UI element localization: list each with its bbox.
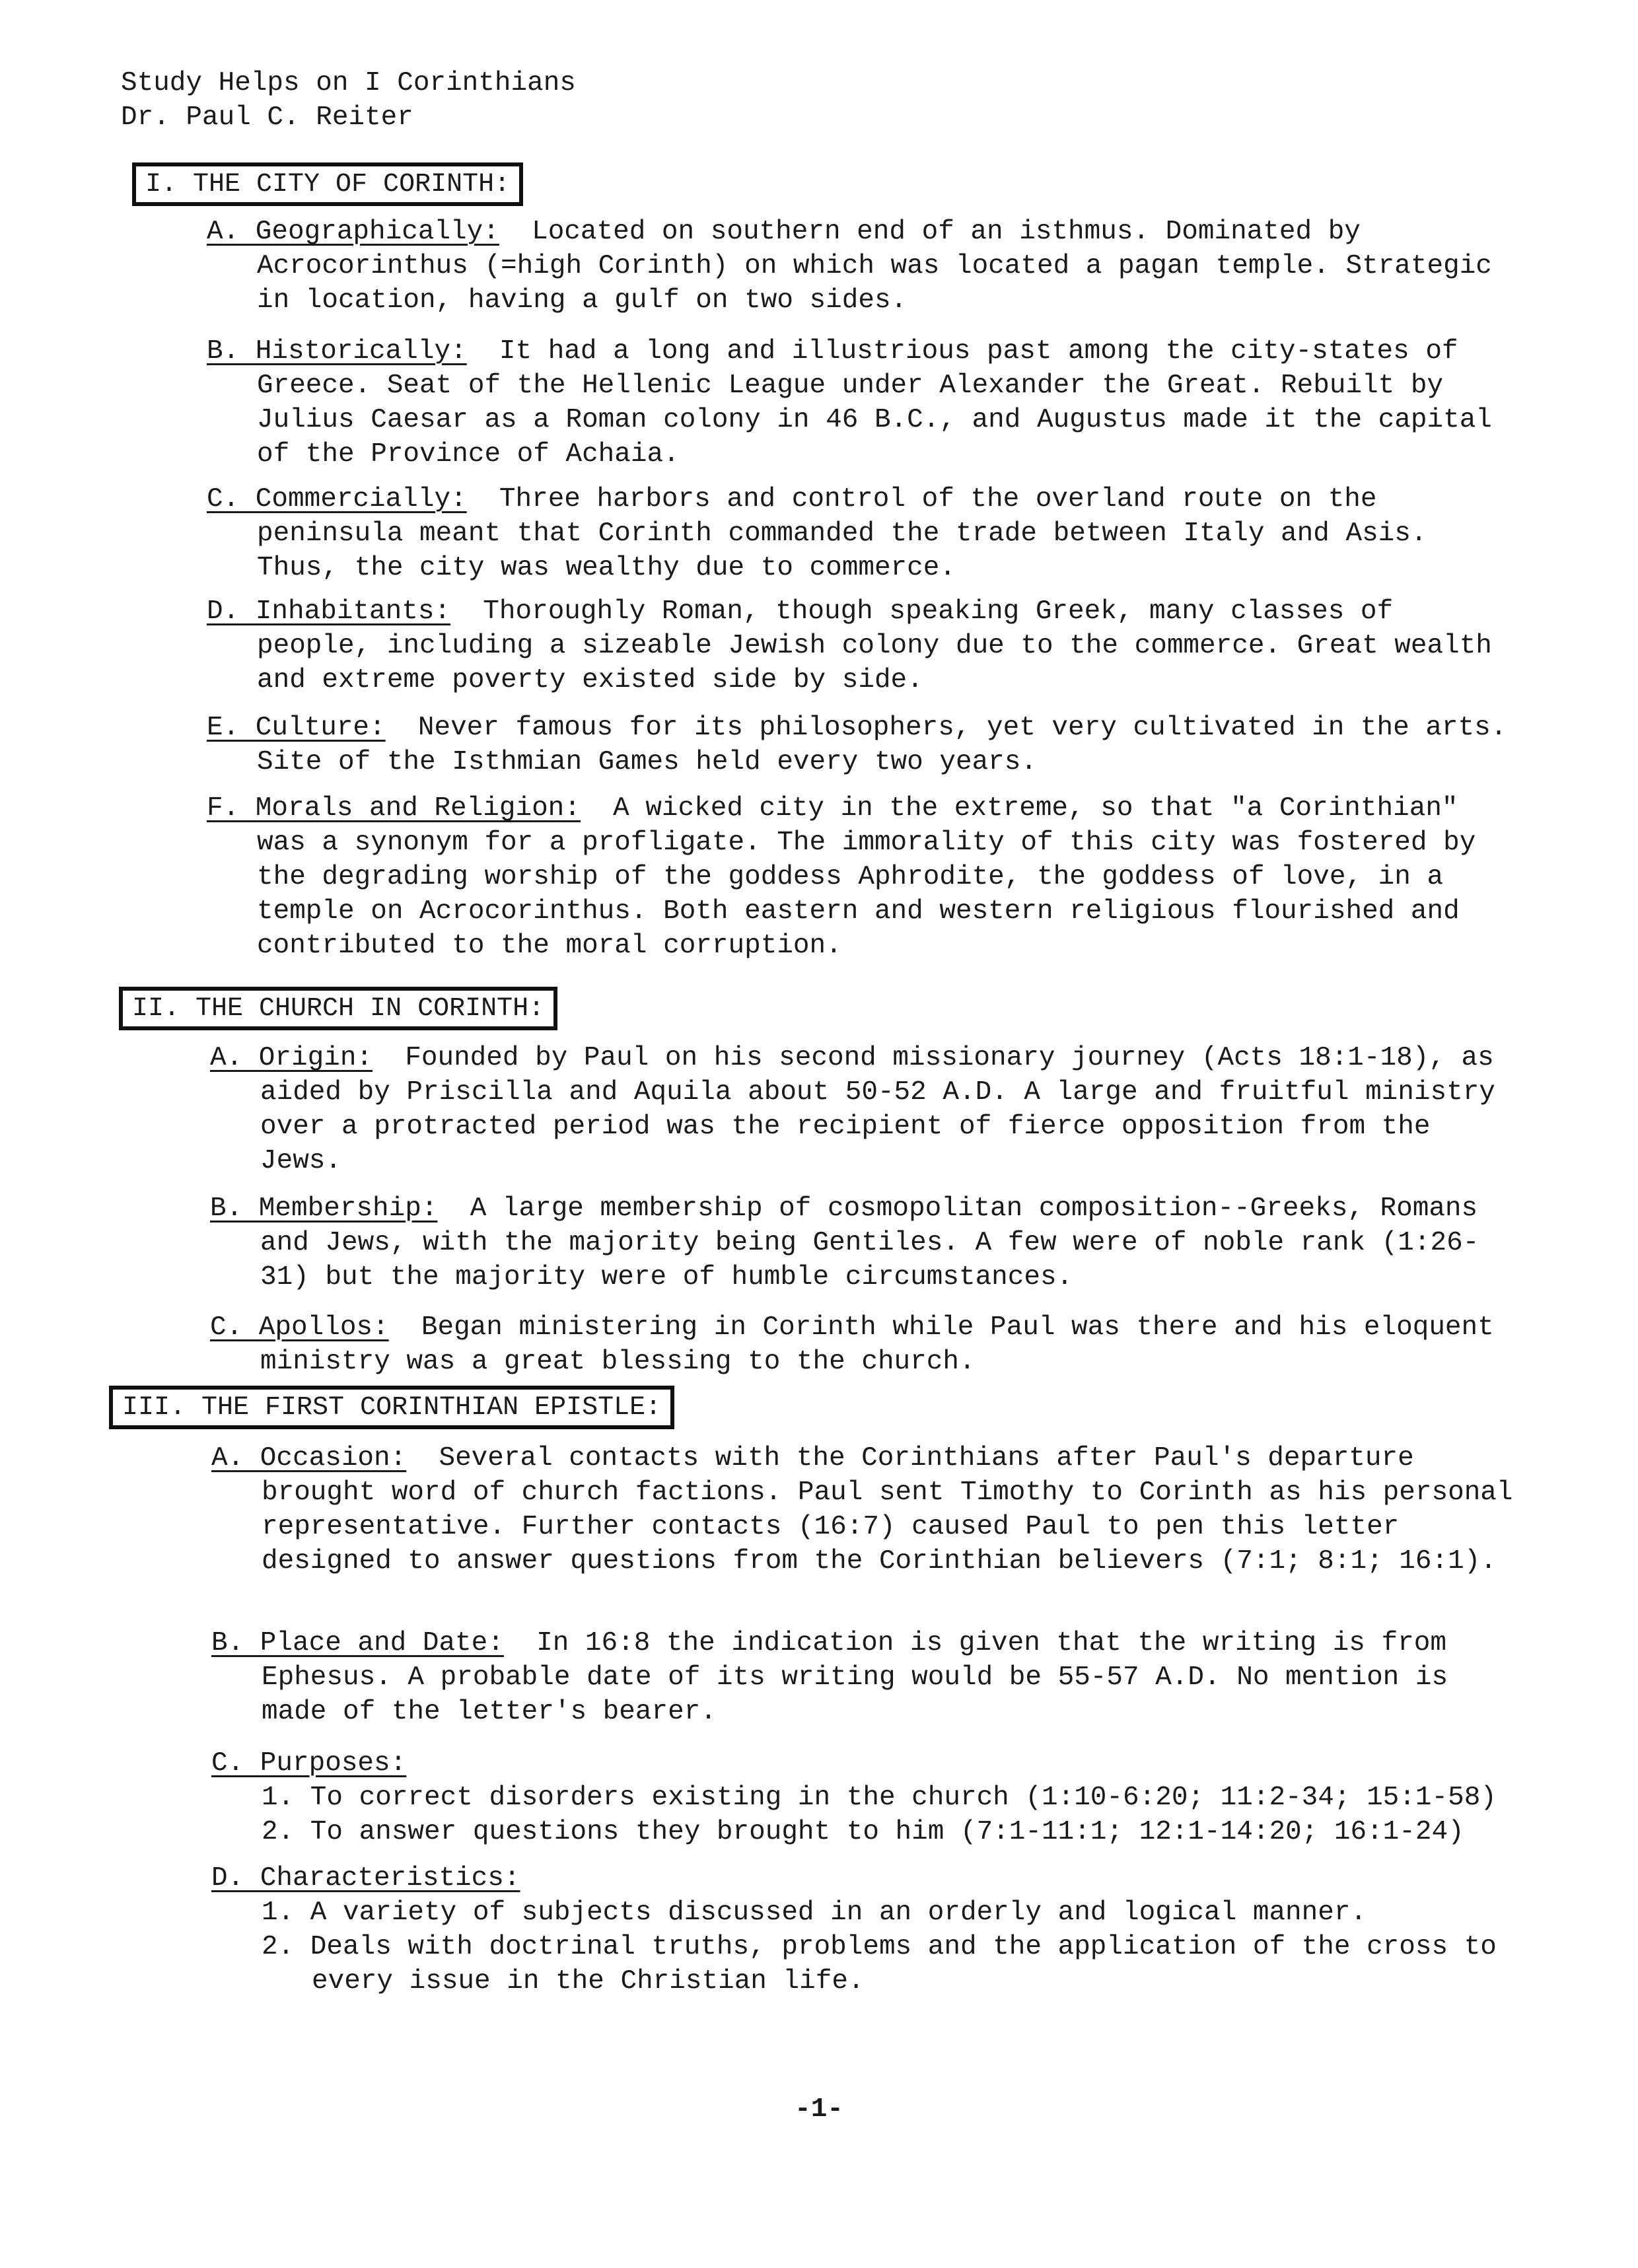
item-culture [207,711,1521,779]
section-heading-church: II. THE CHURCH IN CORINTH: [119,987,557,1030]
item-label: A. Geographically: [207,217,499,247]
item-text: Began ministering in Corinth while Paul was there and his eloquent ministry was a great blessing to the church. [260,1312,1494,1377]
item-membership [210,1191,1524,1294]
item-label: B. Historically: [207,336,467,367]
item-label: C. Commercially: [207,484,467,514]
item-origin [210,1041,1524,1178]
purposes-list [211,1781,1526,1849]
item-label: A. Occasion: [211,1443,407,1473]
item-characteristics [211,1861,1526,1999]
item-text: Thoroughly Roman, though speaking Greek, many classes of people, including a sizeable Jewish colony due to the commerce. Great wealth and extreme poverty existed side by side. [257,596,1492,695]
item-label: D. Inhabitants: [207,596,451,627]
list-item: 1. A variety of subjects discussed in an orderly and logical manner. [262,1897,1367,1928]
item-morals-religion [207,791,1521,963]
item-place-date [211,1626,1526,1729]
item-text: Three harbors and control of the overland route on the peninsula meant that Corinth commanded the trade between Italy and Asis. Thus, the city was wealthy due to commerce. [257,484,1427,583]
item-purposes [211,1746,1526,1849]
item-geographically [207,215,1521,318]
item-label: D. Characteristics: [211,1863,520,1894]
item-text: Never famous for its philosophers, yet very cultivated in the arts. Site of the Isthmian Games held every two years. [257,713,1507,777]
item-label: F. Morals and Religion: [207,793,581,824]
item-label: C. Apollos: [210,1312,389,1343]
document-author: Dr. Paul C. Reiter [121,102,413,133]
page-number: -1- [795,2094,843,2125]
list-item: 1. To correct disorders existing in the church (1:10-6:20; 11:2-34; 15:1-58) [262,1783,1497,1813]
item-label: B. Place and Date: [211,1628,504,1658]
item-text: It had a long and illustrious past among the city-states of Greece. Seat of the Hellenic League under Alexander the Great. Rebuilt by Julius Caesar as a Roman colony in 46 B.C., and Augustus made it the capital of the Province of Achaia. [257,336,1492,470]
item-text: Located on southern end of an isthmus. Dominated by Acrocorinthus (=high Corinth) on which was located a pagan temple. Strategic in location, having a gulf on two sides. [257,217,1492,316]
item-historically [207,334,1521,472]
item-text: Founded by Paul on his second missionary journey (Acts 18:1-18), as aided by Priscilla and Aquila about 50-52 A.D. A large and fruitful ministry over a protracted period was the recipient of fierce opposition from the Jews. [260,1043,1495,1176]
section-heading-city: I. THE CITY OF CORINTH: [132,162,523,206]
item-occasion [211,1441,1526,1578]
item-text: In 16:8 the indication is given that the writing is from Ephesus. A probable date of its writing would be 55-57 A.D. No mention is made of the letter's bearer. [262,1628,1448,1727]
section-heading-epistle: III. THE FIRST CORINTHIAN EPISTLE: [109,1386,674,1429]
item-text: A large membership of cosmopolitan composition--Greeks, Romans and Jews, with the majority being Gentiles. A few were of noble rank (1:26-31) but the majority were of humble circumstances. [260,1193,1479,1293]
list-item: 2. Deals with doctrinal truths, problems and the application of the cross to every issue in the Christian life. [262,1932,1497,1997]
item-text: Several contacts with the Corinthians after Paul's departure brought word of church factions. Paul sent Timothy to Corinth as his personal representative. Further contacts (16:7) caused Paul to pen this letter designed to answer questions from the Corinthian believers (7:1; 8:1; 16:1). [262,1443,1513,1577]
list-item: 2. To answer questions they brought to him (7:1-11:1; 12:1-14:20; 16:1-24) [262,1817,1464,1847]
characteristics-list [211,1896,1526,1999]
item-inhabitants [207,594,1521,697]
item-text: A wicked city in the extreme, so that "a Corinthian" was a synonym for a profligate. The immorality of this city was fostered by the degrading worship of the goddess Aphrodite, the goddess of love, in a temple on Acrocorinthus. Both eastern and western religious flourished and contributed to the moral corruption. [257,793,1476,961]
item-commercially [207,482,1521,585]
document-header [121,66,576,135]
item-label: C. Purposes: [211,1748,407,1779]
document-title: Study Helps on I Corinthians [121,68,576,98]
item-label: A. Origin: [210,1043,373,1073]
item-apollos [210,1310,1524,1379]
item-label: E. Culture: [207,713,386,743]
item-label: B. Membership: [210,1193,438,1224]
